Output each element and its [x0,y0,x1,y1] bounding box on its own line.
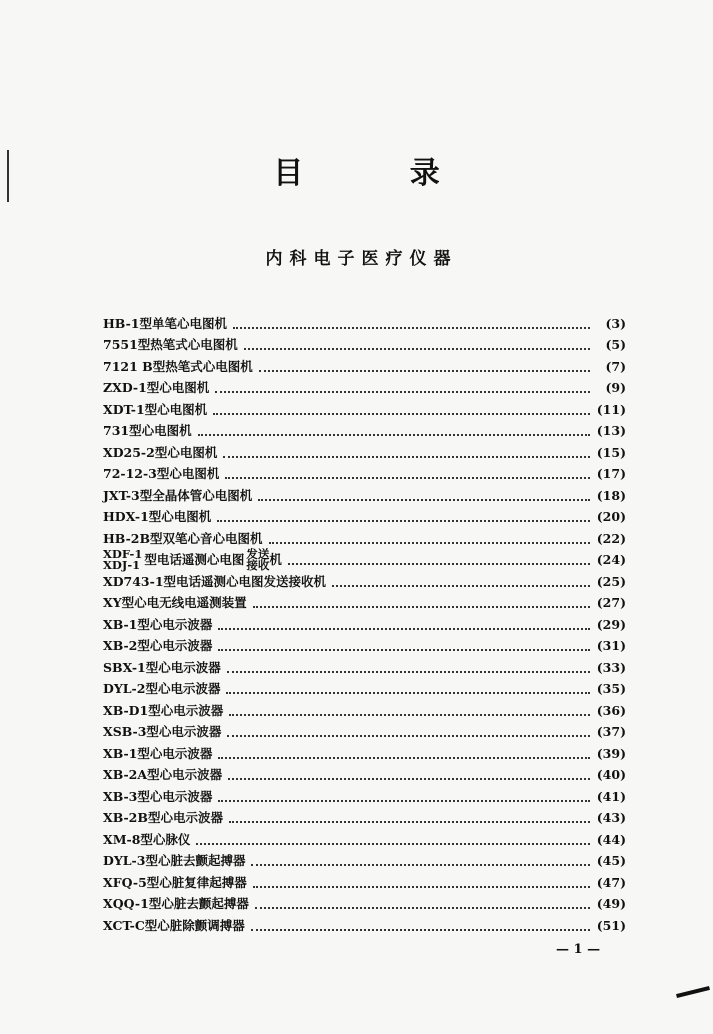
toc-entry-title: XB-D1型心电示波器 [103,702,224,718]
toc-entry-title: XSB-3型心电示波器 [103,724,222,739]
dot-leader [218,628,590,630]
table-of-contents [103,313,626,937]
toc-entry-title: XB-1型心电示波器 [103,745,213,761]
toc-entry-title: 72-12-3型心电图机 [103,466,220,481]
toc-entry-page: (20) [596,509,626,524]
dot-leader [288,563,590,565]
toc-entry-page: (27) [596,595,626,610]
toc-entry[interactable] [103,378,626,400]
toc-entry-page: (44) [596,831,626,847]
dot-leader [244,348,590,350]
toc-entry[interactable] [103,507,626,529]
model-stack [103,549,142,571]
dot-leader [227,735,590,737]
scan-edge-mark [7,150,9,202]
toc-entry-page: (49) [596,896,626,911]
toc-entry[interactable] [103,743,626,765]
toc-entry-title: XDT-1型心电图机 [103,401,208,417]
toc-entry-title [103,549,282,571]
toc-entry[interactable] [103,829,626,851]
toc-entry[interactable] [103,657,626,679]
toc-entry-page: (9) [605,380,626,395]
dot-leader [253,606,590,608]
dot-leader [213,413,590,415]
toc-entry[interactable] [103,808,626,830]
toc-entry-page: (17) [596,466,626,481]
dot-leader [269,542,590,544]
dot-leader [258,499,590,501]
toc-entry-page: (33) [596,659,626,675]
toc-entry-title: XB-2A型心电示波器 [103,767,223,782]
toc-entry-page: (13) [596,423,626,438]
toc-entry-title: XD25-2型心电图机 [103,444,218,460]
toc-entry-page: (24) [596,552,626,567]
toc-entry-page: (7) [605,358,626,374]
toc-entry[interactable] [103,915,626,937]
dot-leader [218,800,590,802]
toc-entry-page: (40) [596,767,626,782]
toc-entry-page: (11) [596,401,626,417]
toc-entry-title: 7551型热笔式心电图机 [103,337,238,352]
toc-entry-title: XFQ-5型心脏复律起搏器 [103,874,247,890]
dot-leader [253,886,590,888]
toc-entry-title: HB-1型单笔心电图机 [103,315,227,331]
toc-entry[interactable] [103,421,626,443]
toc-entry-page: (22) [596,530,626,546]
toc-entry[interactable] [103,851,626,873]
dot-leader [251,929,590,931]
dot-leader [196,843,590,845]
toc-entry-page: (41) [596,788,626,804]
toc-entry[interactable] [103,485,626,507]
toc-entry-title: XCT-C型心脏除颤调搏器 [103,917,245,933]
dot-leader [217,520,590,522]
toc-entry[interactable] [103,722,626,744]
dot-leader [215,391,590,393]
toc-entry[interactable] [103,335,626,357]
toc-entry-title: DYL-3型心脏去颤起搏器 [103,853,246,868]
toc-entry[interactable] [103,614,626,636]
toc-entry[interactable] [103,547,626,573]
dot-leader [332,585,590,587]
toc-entry-page: (18) [596,487,626,503]
dot-leader [228,778,590,780]
toc-entry-page: (5) [605,337,626,352]
dot-leader [259,370,590,372]
toc-entry-page: (35) [596,681,626,696]
toc-entry-page: (37) [596,724,626,739]
dot-leader [226,692,590,694]
option-name: 发送 [246,547,270,562]
toc-entry-title: XD743-1型电话遥测心电图发送接收机 [103,573,327,589]
option-stack [246,549,269,571]
dot-leader [218,757,590,759]
toc-entry[interactable] [103,464,626,486]
toc-entry-title: JXT-3型全晶体管心电图机 [103,487,253,503]
toc-entry-title: 731型心电图机 [103,423,192,438]
toc-entry-page: (45) [596,853,626,868]
toc-entry[interactable] [103,872,626,894]
toc-entry-page: (29) [596,616,626,632]
page-title: 目 录 [273,156,488,191]
toc-entry[interactable] [103,894,626,916]
toc-entry[interactable] [103,442,626,464]
toc-entry-suffix: 机 [269,552,282,567]
toc-entry-title: XB-1型心电示波器 [103,616,213,632]
toc-entry[interactable] [103,636,626,658]
toc-entry[interactable] [103,679,626,701]
scan-corner-mark [676,986,710,998]
toc-entry-title: SBX-1型心电示波器 [103,659,221,675]
toc-entry-page: (43) [596,810,626,825]
toc-entry-title: HB-2B型双笔心音心电图机 [103,530,263,546]
toc-entry-title: DYL-2型心电示波器 [103,681,221,696]
dot-leader [198,434,590,436]
dot-leader [225,477,590,479]
toc-entry[interactable] [103,528,626,550]
toc-entry-middle: 型电话遥测心电图 [144,552,245,567]
dot-leader [229,821,590,823]
dot-leader [255,907,590,909]
toc-entry[interactable] [103,700,626,722]
toc-entry-title: ZXD-1型心电图机 [103,380,210,395]
toc-entry[interactable] [103,765,626,787]
toc-entry-title: XM-8型心脉仪 [103,831,191,847]
dot-leader [227,671,590,673]
section-heading: 内科电子医疗仪器 [265,249,458,269]
dot-leader [223,456,590,458]
dot-leader [233,327,590,329]
dot-leader [229,714,590,716]
toc-entry-page: (31) [596,638,626,653]
toc-entry-title: HDX-1型心电图机 [103,509,212,524]
dot-leader [251,864,590,866]
toc-entry-page: (36) [596,702,626,718]
toc-entry-title: XB-3型心电示波器 [103,788,213,804]
page-number: — 1 — [556,942,601,957]
toc-entry[interactable] [103,356,626,378]
toc-entry-page: (15) [596,444,626,460]
toc-entry[interactable] [103,786,626,808]
toc-entry-page: (47) [596,874,626,890]
dot-leader [218,649,590,651]
toc-entry[interactable] [103,571,626,593]
model-name: XDJ-1 [103,558,141,573]
toc-entry-page: (51) [596,917,626,933]
toc-entry-title: XQQ-1型心脏去颤起搏器 [103,896,249,911]
toc-entry-title: XB-2B型心电示波器 [103,810,223,825]
toc-entry-title: 7121 B型热笔式心电图机 [103,358,253,374]
toc-entry[interactable] [103,399,626,421]
model-name: XDF-1 [103,547,143,562]
toc-entry-title: XB-2型心电示波器 [103,638,213,653]
toc-entry-page: (25) [596,573,626,589]
toc-entry-title: XY型心电无线电遥测装置 [103,595,247,610]
toc-entry-page: (3) [605,315,626,331]
toc-entry-page: (39) [596,745,626,761]
option-name: 接收 [246,558,270,573]
toc-entry[interactable] [103,313,626,335]
toc-entry[interactable] [103,593,626,615]
